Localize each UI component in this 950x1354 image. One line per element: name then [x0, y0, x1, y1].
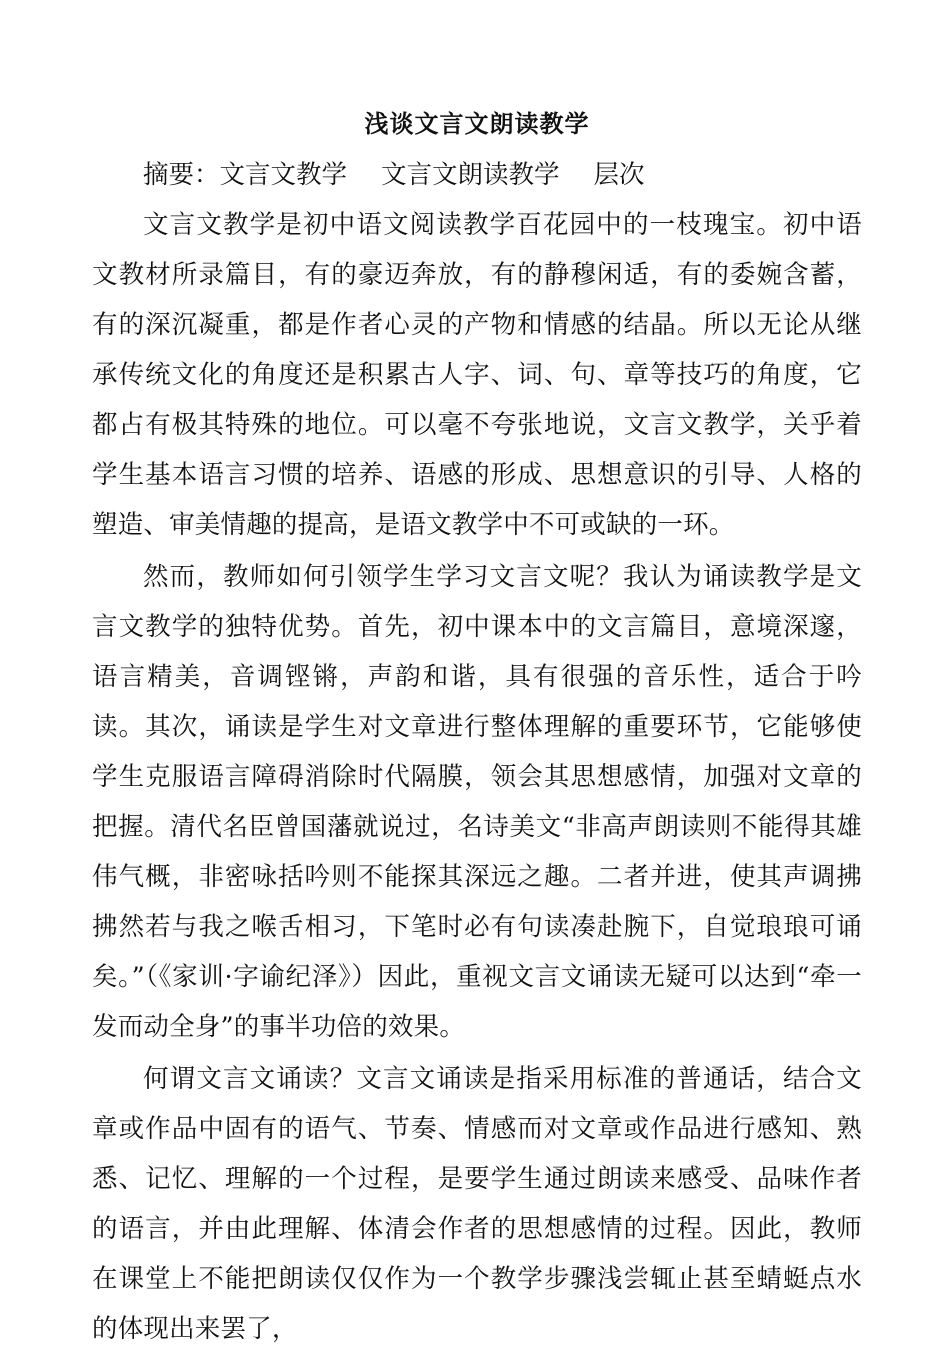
keyword-1: 文言文教学 — [219, 160, 348, 190]
document-page — [92, 106, 862, 1354]
keyword-3: 层次 — [593, 160, 645, 190]
abstract-line — [92, 150, 862, 200]
document-title: 浅谈文言文朗读教学 — [364, 109, 590, 138]
keyword-2: 文言文朗读教学 — [381, 160, 560, 190]
paragraph-2: 然而，教师如何引领学生学习文言文呢？我认为诵读教学是文言文教学的独特优势。首先，初中课本中的文言篇目，意境深邃，语言精美，音调铿锵，声韵和谐，具有很强的音乐性，适合于吟读。其次，诵读是学生对文章进行整体理解的重要环节，它能够使学生克服语言障碍消除时代隔膜，领会其思想感情，加强对文章的把握。清代名臣曾国藩就说过，名诗美文“非高声朗读则不能得其雄伟气概，非密咏括吟则不能探其深远之趣。二者并进，使其声调拂拂然若与我之喉舌相习，下笔时必有句读凑赴腕下，自觉琅琅可诵矣。”（《家训·字谕纪泽》）因此，重视文言文诵读无疑可以达到“牵一发而动全身”的事半功倍的效果。 — [92, 562, 862, 1042]
paragraph-1: 文言文教学是初中语文阅读教学百花园中的一枝瑰宝。初中语文教材所录篇目，有的豪迈奔放，有的静穆闲适，有的委婉含蓄，有的深沉凝重，都是作者心灵的产物和情感的结晶。所以无论从继承传统文化的角度还是积累古人字、词、句、章等技巧的角度，它都占有极其特殊的地位。可以毫不夸张地说，文言文教学，关乎着学生基本语言习惯的培养、语感的形成、思想意识的引导、人格的塑造、审美情趣的提高，是语文教学中不可或缺的一环。 — [92, 210, 862, 540]
paragraph-3: 何谓文言文诵读？文言文诵读是指采用标准的普通话，结合文章或作品中固有的语气、节奏、情感而对文章或作品进行感知、熟悉、记忆、理解的一个过程，是要学生通过朗读来感受、品味作者的语言，并由此理解、体清会作者的思想感情的过程。因此，教师在课堂上不能把朗读仅仅作为一个教学步骤浅尝辄止甚至蜻蜓点水的体现出来罢了， — [92, 1064, 862, 1344]
abstract-label: 摘要： — [143, 160, 220, 190]
